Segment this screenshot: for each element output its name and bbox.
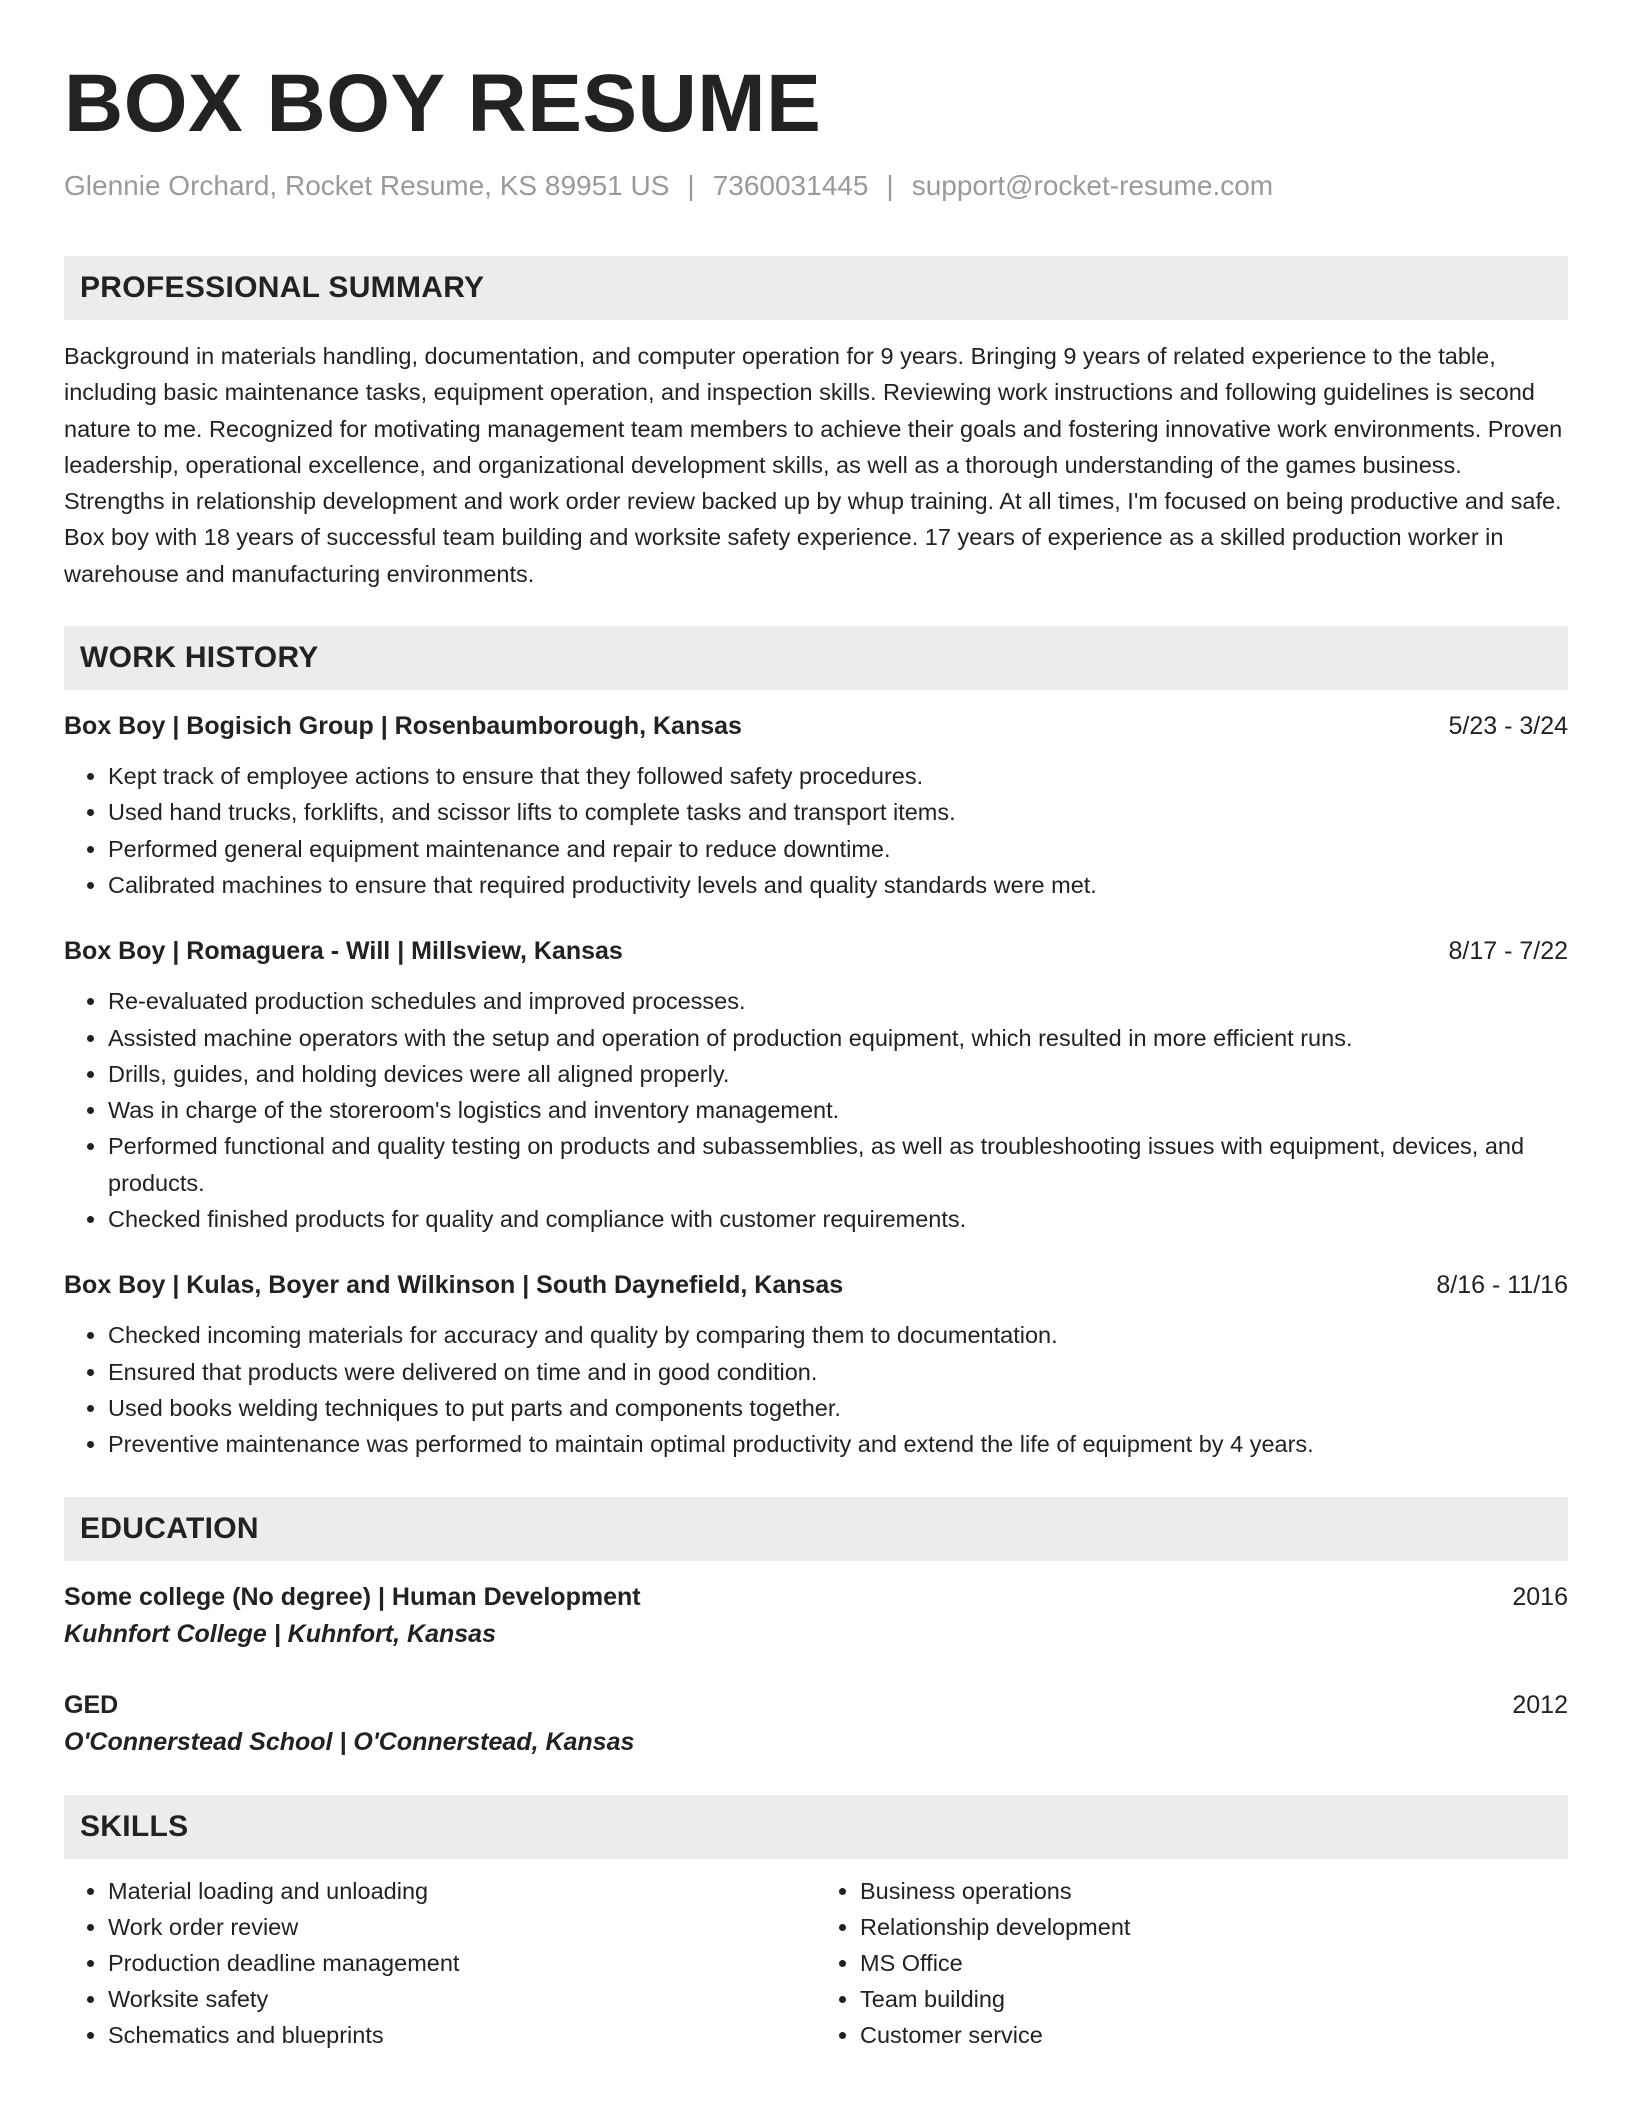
skill-item: • Schematics and blueprints <box>108 2017 816 2053</box>
contact-separator: | <box>886 170 894 201</box>
contact-email: support@rocket-resume.com <box>911 170 1274 201</box>
education-header <box>64 1579 1568 1615</box>
job-bullet: • Re-evaluated production schedules and improved processes. <box>108 983 1568 1019</box>
education-degree: Some college (No degree) | Human Development <box>64 1582 641 1611</box>
education-entry <box>64 1579 1568 1653</box>
job-bullet: • Performed functional and quality testing on products and subassemblies, as well as troubleshooting issues with equipment, devices, and products. <box>108 1128 1568 1201</box>
section-header-education: EDUCATION <box>64 1497 1568 1561</box>
job-bullet: • Drills, guides, and holding devices were all aligned properly. <box>108 1056 1568 1092</box>
section-header-skills: SKILLS <box>64 1795 1568 1859</box>
education-school: Kuhnfort College | Kuhnfort, Kansas <box>64 1619 496 1648</box>
job-header <box>64 933 1568 969</box>
job-bullets <box>64 758 1568 903</box>
job-title: Box Boy | Romaguera - Will | Millsview, Kansas <box>64 937 623 966</box>
job-bullet: • Performed general equipment maintenance and repair to reduce downtime. <box>108 831 1568 867</box>
job-bullets <box>64 983 1568 1237</box>
resume-title: BOX BOY RESUME <box>64 58 822 149</box>
job-entry <box>64 933 1568 1237</box>
contact-phone: 7360031445 <box>712 170 869 201</box>
skill-item: • Business operations <box>860 1873 1568 1909</box>
skill-item: • Relationship development <box>860 1909 1568 1945</box>
job-bullet: • Was in charge of the storeroom's logistics and inventory management. <box>108 1092 1568 1128</box>
skills-columns <box>64 1873 1568 2053</box>
job-entry <box>64 1267 1568 1462</box>
education-entry <box>64 1687 1568 1761</box>
skill-item: • Work order review <box>108 1909 816 1945</box>
education-school: O'Connerstead School | O'Connerstead, Kansas <box>64 1727 635 1756</box>
job-bullet: • Checked finished products for quality and compliance with customer requirements. <box>108 1201 1568 1237</box>
contact-address: Glennie Orchard, Rocket Resume, KS 89951 US <box>64 170 670 201</box>
skill-item: • Material loading and unloading <box>108 1873 816 1909</box>
skill-item: • Team building <box>860 1981 1568 2017</box>
section-header-work-history: WORK HISTORY <box>64 626 1568 690</box>
education-degree: GED <box>64 1690 119 1719</box>
job-dates: 8/16 - 11/16 <box>1436 1271 1568 1300</box>
skills-list-left <box>64 1873 816 2053</box>
job-bullet: • Checked incoming materials for accuracy and quality by comparing them to documentation. <box>108 1317 1568 1353</box>
skills-list-right <box>816 1873 1568 2053</box>
job-bullet: • Used hand trucks, forklifts, and scissor lifts to complete tasks and transport items. <box>108 794 1568 830</box>
skill-item: • Customer service <box>860 2017 1568 2053</box>
contact-separator: | <box>687 170 695 201</box>
contact-line <box>64 168 1568 204</box>
job-header <box>64 1267 1568 1303</box>
education-year: 2012 <box>1512 1690 1568 1719</box>
skill-item: • Worksite safety <box>108 1981 816 2017</box>
skill-item: • Production deadline management <box>108 1945 816 1981</box>
skill-item: • MS Office <box>860 1945 1568 1981</box>
education-header <box>64 1687 1568 1723</box>
education-year: 2016 <box>1512 1582 1568 1611</box>
job-bullet: • Calibrated machines to ensure that required productivity levels and quality standards were met. <box>108 867 1568 903</box>
job-dates: 8/17 - 7/22 <box>1448 937 1568 966</box>
summary-text: Background in materials handling, documentation, and computer operation for 9 years. Bringing 9 years of related experience to the table, including basic maintenance tasks, equipment operation, and inspection skills. Reviewing work instructions and following guidelines is second nature to me. Recognized for motivating management team members to achieve their goals and fostering innovative work environments. Proven leadership, operational excellence, and organizational development skills, as well as a thorough understanding of the games business. Strengths in relationship development and work order review backed up by whup training. At all times, I'm focused on being productive and safe. Box boy with 18 years of successful team building and worksite safety experience. 17 years of experience as a skilled production worker in warehouse and manufacturing environments. <box>64 343 1563 587</box>
job-bullet: • Assisted machine operators with the setup and operation of production equipment, which resulted in more efficient runs. <box>108 1020 1568 1056</box>
job-dates: 5/23 - 3/24 <box>1448 712 1568 741</box>
job-title: Box Boy | Bogisich Group | Rosenbaumborough, Kansas <box>64 712 742 741</box>
job-bullets <box>64 1317 1568 1462</box>
job-header <box>64 708 1568 744</box>
job-bullet: • Preventive maintenance was performed to maintain optimal productivity and extend the life of equipment by 4 years. <box>108 1426 1568 1462</box>
job-bullet: • Kept track of employee actions to ensure that they followed safety procedures. <box>108 758 1568 794</box>
job-bullet: • Used books welding techniques to put parts and components together. <box>108 1390 1568 1426</box>
section-header-summary: PROFESSIONAL SUMMARY <box>64 256 1568 320</box>
job-title: Box Boy | Kulas, Boyer and Wilkinson | South Daynefield, Kansas <box>64 1271 844 1300</box>
job-entry <box>64 708 1568 903</box>
job-bullet: • Ensured that products were delivered on time and in good condition. <box>108 1354 1568 1390</box>
